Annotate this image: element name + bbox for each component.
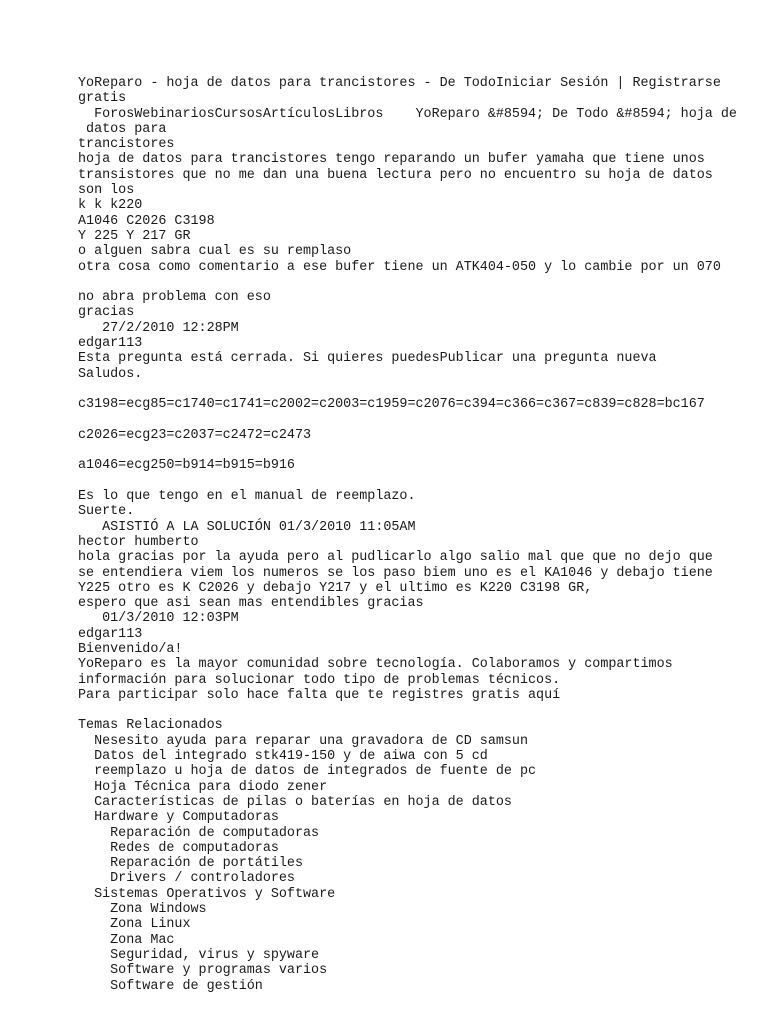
text-line: Redes de computadoras xyxy=(78,840,279,856)
text-line: Para participar solo hace falta que te registres gratis aquí xyxy=(78,687,561,703)
text-line xyxy=(78,474,758,489)
text-line: gracias xyxy=(78,305,135,321)
text-line: c2026=ecg23=c2037=c2472=c2473 xyxy=(78,427,312,443)
text-line: Nesesito ayuda para reparar una gravadora de CD samsun xyxy=(78,733,528,749)
text-line: gratis xyxy=(78,91,127,107)
text-line xyxy=(78,413,758,428)
text-line: Saludos. xyxy=(78,366,143,382)
text-line: Hoja Técnica para diodo zener xyxy=(78,779,328,795)
text-line: Software de gestión xyxy=(78,978,263,994)
text-line: hoja de datos para trancistores tengo reparando un bufer yamaha que tiene unos xyxy=(78,152,705,168)
text-line: Sistemas Operativos y Software xyxy=(78,886,336,902)
text-line: Esta pregunta está cerrada. Si quieres puedesPublicar una pregunta nueva xyxy=(78,351,657,367)
text-line: trancistores xyxy=(78,137,175,153)
text-line: Hardware y Computadoras xyxy=(78,810,279,826)
text-line: son los xyxy=(78,183,135,199)
text-line: hector humberto xyxy=(78,534,199,550)
text-line: a1046=ecg250=b914=b915=b916 xyxy=(78,458,295,474)
text-line: Drivers / controladores xyxy=(78,871,295,887)
text-line: o alguen sabra cual es su remplaso xyxy=(78,244,352,260)
text-line: 01/3/2010 12:03PM xyxy=(78,611,239,627)
text-line: Datos del integrado stk419-150 y de aiwa con 5 cd xyxy=(78,749,488,765)
text-line: Software y programas varios xyxy=(78,963,328,979)
text-line: Zona Windows xyxy=(78,902,207,918)
text-line: YoReparo es la mayor comunidad sobre tecnología. Colaboramos y compartimos xyxy=(78,657,673,673)
text-line: Características de pilas o baterías en hoja de datos xyxy=(78,794,512,810)
text-line: edgar113 xyxy=(78,626,143,642)
text-line: no abra problema con eso xyxy=(78,290,271,306)
text-line: reemplazo u hoja de datos de integrados de fuente de pc xyxy=(78,764,537,780)
text-line: se entendiera viem los numeros se los paso biem uno es el KA1046 y debajo tiene xyxy=(78,565,713,581)
text-line xyxy=(78,703,758,718)
text-line: A1046 C2026 C3198 xyxy=(78,213,215,229)
text-line xyxy=(78,275,758,290)
text-line: transistores que no me dan una buena lectura pero no encuentro su hoja de datos xyxy=(78,167,713,183)
text-line: ForosWebinariosCursosArtículosLibros YoReparo &#8594; De Todo &#8594; hoja de xyxy=(78,106,737,122)
text-line xyxy=(78,443,758,458)
text-line: hola gracias por la ayuda pero al pudlicarlo algo salio mal que que no dejo que xyxy=(78,550,713,566)
text-line: YoReparo - hoja de datos para trancistores - De TodoIniciar Sesión | Registrarse xyxy=(78,76,721,91)
text-line: Bienvenido/a! xyxy=(78,641,183,657)
text-line: espero que asi sean mas entendibles gracias xyxy=(78,596,424,612)
text-line: ASISTIÓ A LA SOLUCIÓN 01/3/2010 11:05AM xyxy=(78,519,416,535)
text-line: Zona Linux xyxy=(78,917,191,933)
text-line xyxy=(78,382,758,397)
text-line: Zona Mac xyxy=(78,932,175,948)
text-line: c3198=ecg85=c1740=c1741=c2002=c2003=c1959=c2076=c394=c366=c367=c839=c828=bc167 xyxy=(78,397,705,413)
text-line: datos para xyxy=(78,121,167,137)
text-line: k k k220 xyxy=(78,198,143,214)
text-line: Es lo que tengo en el manual de reemplazo. xyxy=(78,489,416,505)
text-line: Y 225 Y 217 GR xyxy=(78,228,191,244)
text-line: Temas Relacionados xyxy=(78,718,223,734)
document-text xyxy=(78,76,758,994)
text-line: edgar113 xyxy=(78,336,143,352)
text-line: Suerte. xyxy=(78,504,135,520)
text-line: información para solucionar todo tipo de problemas técnicos. xyxy=(78,672,561,688)
text-line: otra cosa como comentario a ese bufer tiene un ATK404-050 y lo cambie por un 070 xyxy=(78,259,721,275)
text-line: Reparación de portátiles xyxy=(78,856,303,872)
text-line: 27/2/2010 12:28PM xyxy=(78,320,239,336)
text-line: Y225 otro es K C2026 y debajo Y217 y el ultimo es K220 C3198 GR, xyxy=(78,580,593,596)
text-line: Reparación de computadoras xyxy=(78,825,320,841)
text-line: Seguridad, virus y spyware xyxy=(78,947,320,963)
